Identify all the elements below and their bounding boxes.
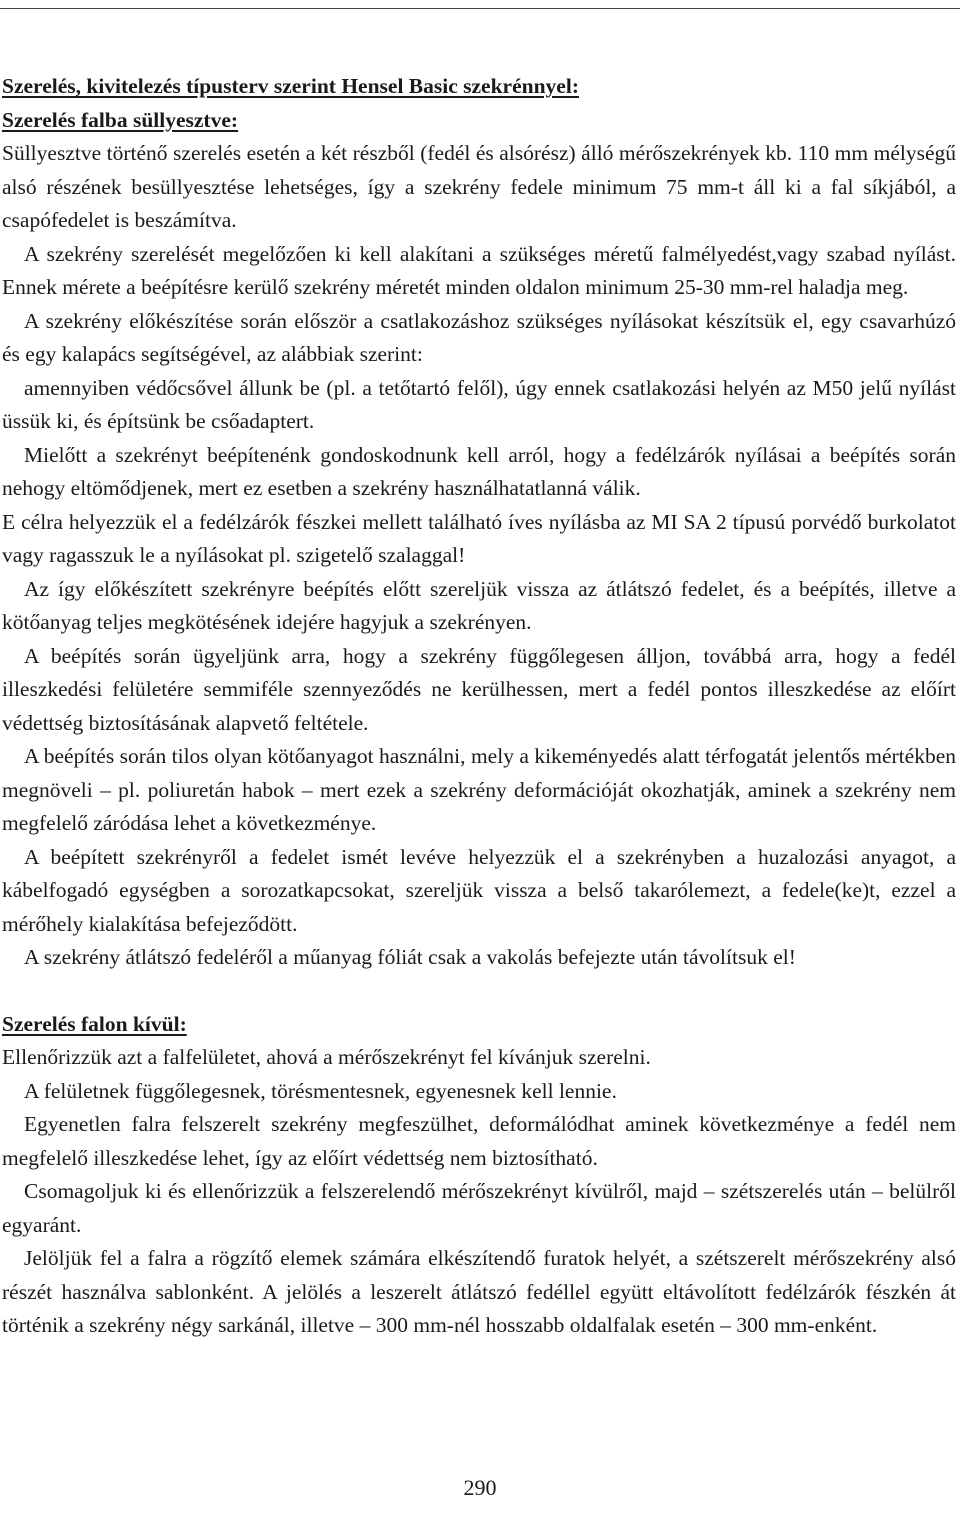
heading-flush-mounting: Szerelés falba süllyesztve: [2,107,239,132]
paragraph: A beépített szekrényről a fedelet ismét levéve helyezzük el a szekrényben a huzalozási anyagot, a kábelfogadó egységben a sorozatkapcsokat, szereljük vissza a belső takarólemezt, a fedele(ke)t, ezzel a mérőhely kialakítása befejeződött. [2,844,956,936]
paragraph: Mielőtt a szekrényt beépítenénk gondoskodnunk kell arról, hogy a fedélzárók nyílásai a beépítés során nehogy eltömődjenek, mert ez esetben a szekrény használhatatlanná válik. [2,442,956,500]
paragraph: Csomagoljuk ki és ellenőrizzük a felszerelendő mérőszekrényt kívülről, majd – szétszerelés után – belülről egyaránt. [2,1179,956,1237]
paragraph: Az így előkészített szekrényre beépítés előtt szereljük vissza az átlátszó fedelet, és a beépítés, illetve a kötőanyag teljes megkötésének idejére hagyjuk a szekrényen. [2,576,956,634]
paragraph: amennyiben védőcsővel állunk be (pl. a tetőtartó felől), úgy ennek csatlakozási helyén az M50 jelű nyílást üssük ki, és építsünk be csőadaptert. [2,375,956,433]
paragraph: Jelöljük fel a falra a rögzítő elemek számára elkészítendő furatok helyét, a szétszerelt mérőszekrény alsó részét használva sablonként. A jelölés a leszerelt átlátszó fedéllel együtt eltávolított fedélzárók fészkén át történik a szekrény négy sarkánál, illetve – 300 mm-nél hosszabb oldalfalak esetén – 300 mm-enként. [2,1246,956,1337]
page-number: 290 [463,1475,497,1500]
paragraph: A szekrény előkészítése során először a csatlakozáshoz szükséges nyílásokat készítsük el, egy csavarhúzó és egy kalapács segítségével, az alábbiak szerint: [2,308,956,366]
paragraph: Ellenőrizzük azt a falfelületet, ahová a mérőszekrényt fel kívánjuk szerelni. [2,1045,651,1069]
heading-surface-mounting: Szerelés falon kívül: [2,1011,187,1036]
page-body [2,70,956,1343]
paragraph: A szekrény szerelését megelőzően ki kell alakítani a szükséges méretű falmélyedést,vagy szabad nyílást. Ennek mérete a beépítésre kerülő szekrény méretét minden oldalon minimum 25-30 mm-rel haladja meg. [2,241,956,299]
paragraph: Egyenetlen falra felszerelt szekrény megfeszülhet, deformálódhat aminek következménye a fedél nem megfelelő illeszkedése lehet, így az előírt védettség nem biztosítható. [2,1112,956,1170]
paragraph: A felületnek függőlegesnek, törésmentesnek, egyenesnek kell lennie. [24,1078,617,1103]
paragraph: A beépítés során tilos olyan kötőanyagot használni, mely a kikeményedés alatt térfogatát jelentős mértékben megnöveli – pl. poliuretán habok – mert ezek a szekrény deformációját okozhatják, aminek a szekrény nem megfelelő záródása lehet a következménye. [2,744,956,835]
heading-main: Szerelés, kivitelezés típusterv szerint Hensel Basic szekrénnyel: [2,74,579,98]
header-rule [0,8,960,9]
paragraph: A beépítés során ügyeljünk arra, hogy a szekrény függőlegesen álljon, továbbá arra, hogy a fedél illeszkedési felületére semmiféle szennyeződés ne kerülhessen, mert a fedél pontos illeszkedése az előírt védettség biztosításának alapvető feltétele. [2,643,956,735]
paragraph: Süllyesztve történő szerelés esetén a két részből (fedél és alsórész) álló mérőszekrények kb. 110 mm mélységű alsó részének besüllyesztése lehetséges, így a szekrény fedele minimum 75 mm-t áll ki a fal síkjából, a csapófedelet is beszámítva. [2,141,956,232]
paragraph: A szekrény átlátszó fedeléről a műanyag fóliát csak a vakolás befejezte után távolítsuk el! [24,945,796,969]
paragraph: E célra helyezzük el a fedélzárók fészkei mellett található íves nyílásba az MI SA 2 típusú porvédő burkolatot vagy ragasszuk le a nyílásokat pl. szigetelő szalaggal! [2,509,956,567]
section-surface-mounting [2,1008,956,1343]
section-spacer [2,975,956,1008]
section-flush-mounting [2,70,956,975]
